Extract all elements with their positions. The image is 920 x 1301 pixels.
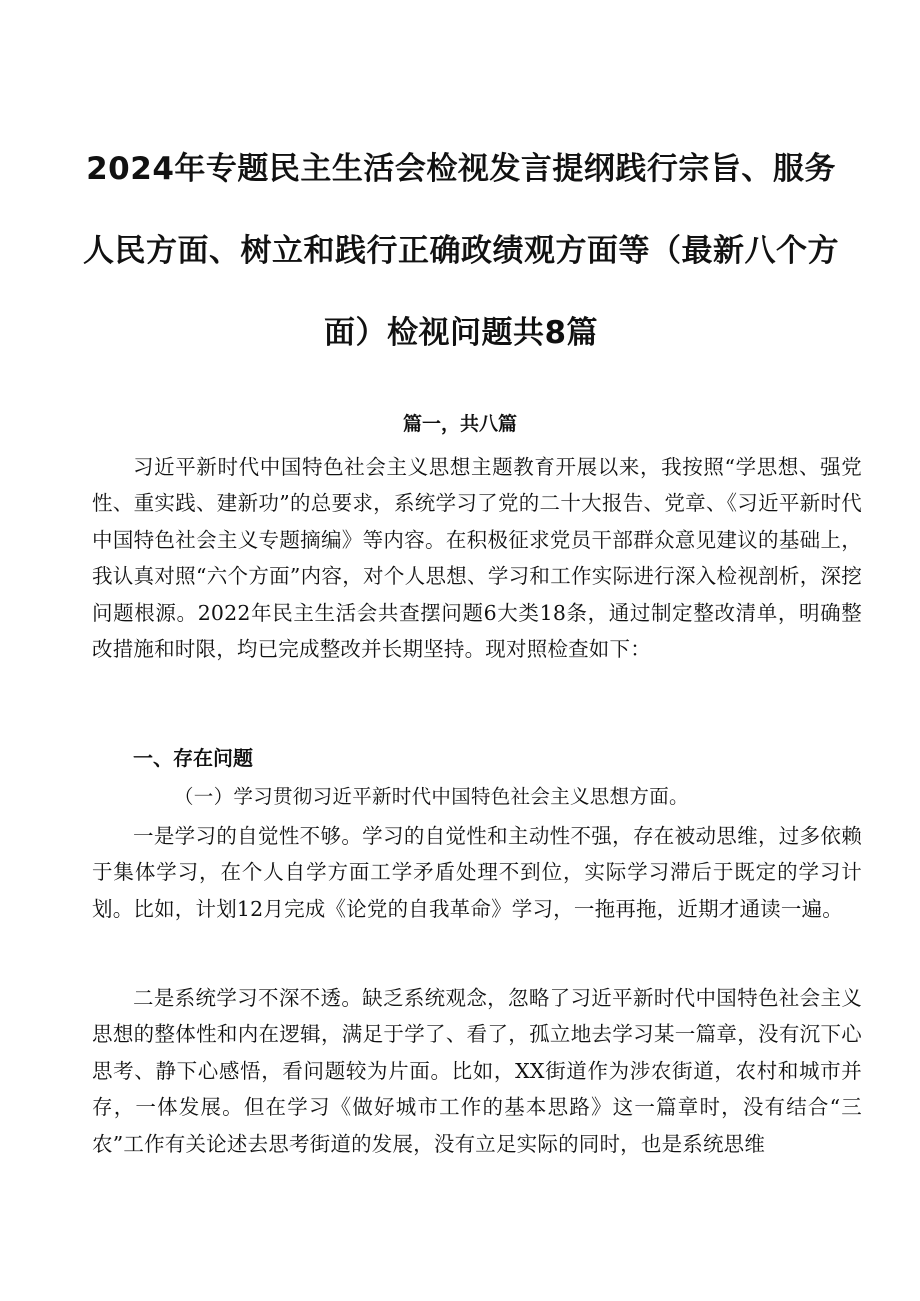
document-subtitle: 篇一，共八篇 [402,413,517,435]
title-line-2: 人民方面、树立和践行正确政绩观方面等（最新八个方 [83,233,839,269]
subsection-heading: （一）学习贯彻习近平新时代中国特色社会主义思想方面。 [174,785,689,808]
section-heading: 一、存在问题 [133,746,253,770]
title-line-3: 面）检视问题共8篇 [323,315,599,351]
title-line-1: 2024年专题民主生活会检视发言提纲践行宗旨、服务 [86,151,836,187]
body-paragraph-1: 一是学习的自觉性不够。学习的自觉性和主动性不强，存在被动思维，过多依赖于集体学习，在个人自学方面工学矛盾处理不到位，实际学习滞后于既定的学习计划。比如，计划12月完成《论党的自我革命》学习，一拖再拖，近期才通读一遍。 [92,824,862,921]
document-title [78,128,844,374]
intro-paragraph: 习近平新时代中国特色社会主义思想主题教育开展以来，我按照“学思想、强党性、重实践、建新功”的总要求，系统学习了党的二十大报告、党章、《习近平新时代中国特色社会主义专题摘编》等内容。在积极征求党员干部群众意见建议的基础上，我认真对照“六个方面”内容，对个人思想、学习和工作实际进行深入检视剖析，深挖问题根源。2022年民主生活会共查摆问题6大类18条，通过制定整改清单，明确整改措施和时限，均已完成整改并长期坚持。现对照检查如下： [92,455,862,662]
body-paragraph-2: 二是系统学习不深不透。缺乏系统观念，忽略了习近平新时代中国特色社会主义思想的整体性和内在逻辑，满足于学了、看了，孤立地去学习某一篇章，没有沉下心思考、静下心感悟，看问题较为片面。比如，XX街道作为涉农街道，农村和城市并存，一体发展。但在学习《做好城市工作的基本思路》这一篇章时，没有结合“三农”工作有关论述去思考街道的发展，没有立足实际的同时，也是系统思维 [92,986,862,1156]
